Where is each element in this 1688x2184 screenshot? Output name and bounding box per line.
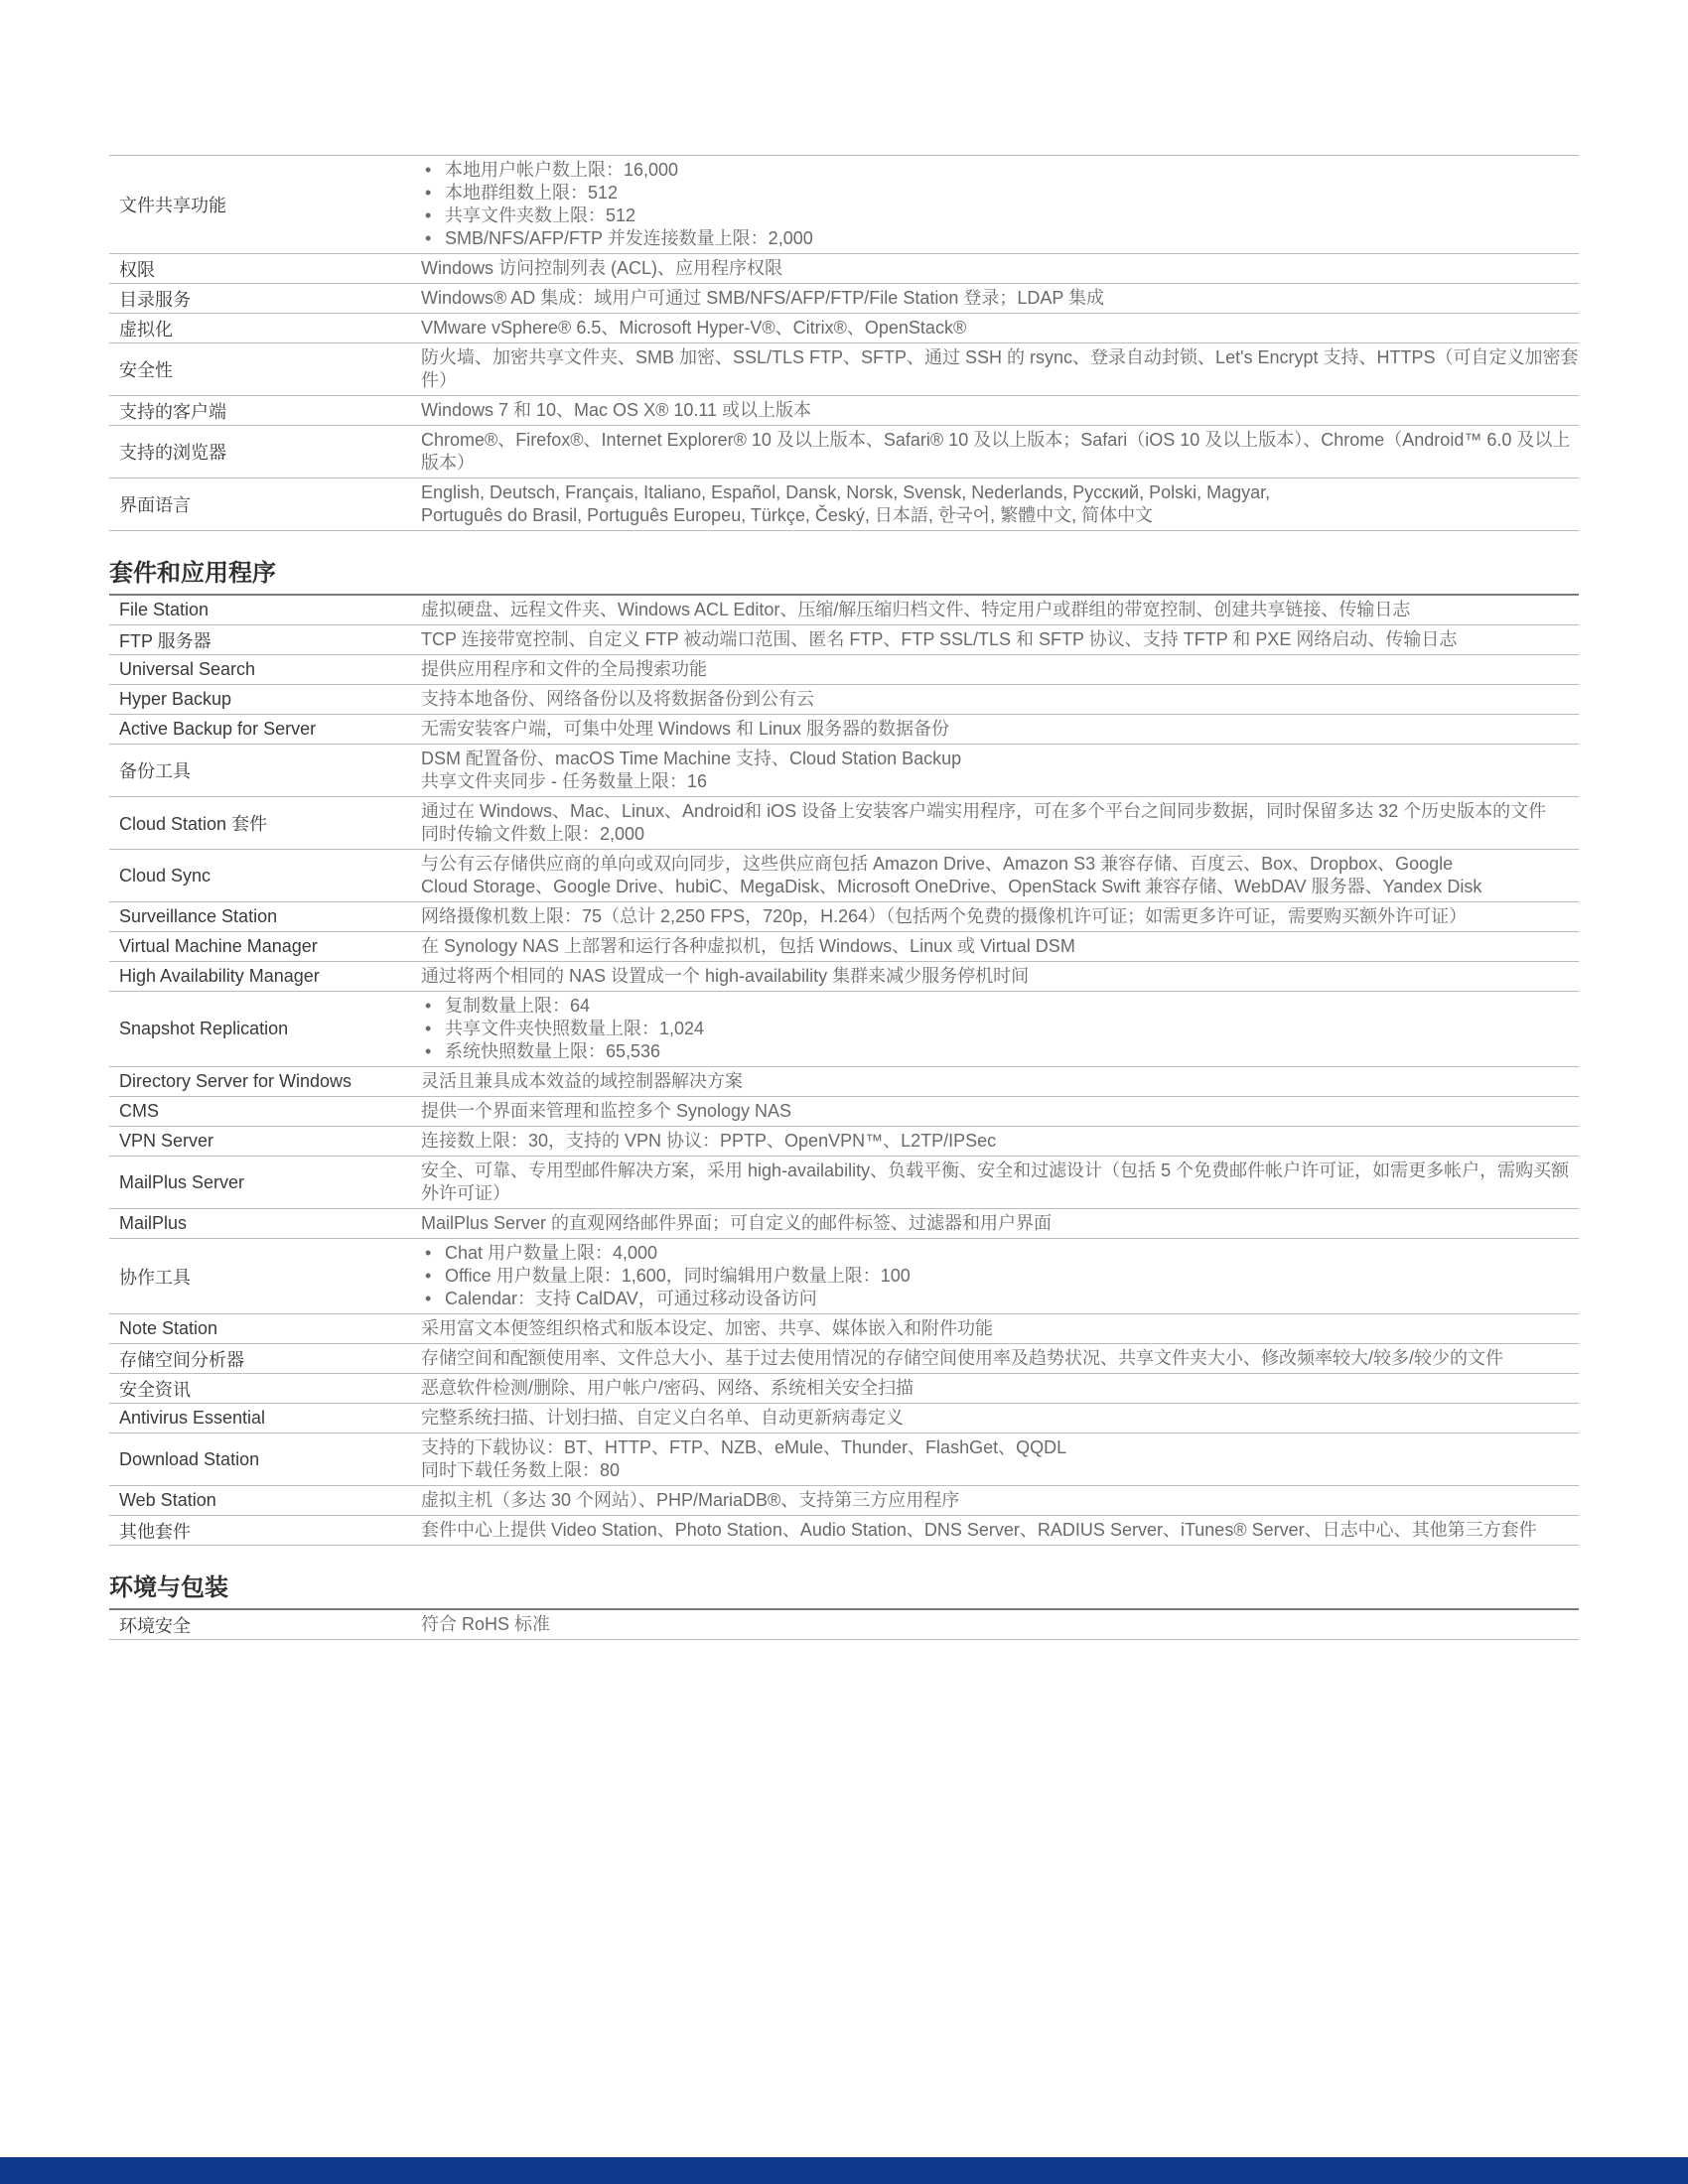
spec-label: CMS — [119, 1101, 159, 1121]
spec-value — [421, 655, 1579, 684]
spec-label: 环境安全 — [119, 1615, 191, 1636]
spec-line: Português do Brasil, Português Europeu, Türkçe, Český, 日本語, 한국어, 繁體中文, 简体中文 — [421, 505, 1154, 525]
spec-label: Antivirus Essential — [119, 1408, 266, 1428]
spec-value — [421, 1344, 1579, 1373]
spec-value — [421, 1209, 1579, 1238]
spec-line: 支持的下载协议：BT、HTTP、FTP、NZB、eMule、Thunder、FlashGet、QQDL — [421, 1437, 1067, 1457]
spec-line: 同时传输文件数上限：2,000 — [421, 824, 645, 844]
spec-label: 安全性 — [119, 360, 173, 380]
spec-label: Virtual Machine Manager — [119, 936, 318, 956]
spec-row — [109, 478, 1579, 531]
spec-line: 无需安装客户端，可集中处理 Windows 和 Linux 服务器的数据备份 — [421, 719, 950, 739]
spec-label: 支持的客户端 — [119, 401, 226, 422]
spec-line: TCP 连接带宽控制、自定义 FTP 被动端口范围、匿名 FTP、FTP SSL/TLS 和 SFTP 协议、支持 TFTP 和 PXE 网络启动、传输日志 — [421, 629, 1458, 649]
spec-line: English, Deutsch, Français, Italiano, Español, Dansk, Norsk, Svensk, Nederlands, Русский, Polski, Magyar, — [421, 482, 1271, 502]
section-title: 环境与包装 — [109, 1546, 1579, 1610]
spec-value — [421, 1610, 1579, 1639]
spec-value — [421, 596, 1579, 624]
spec-row — [109, 1097, 1579, 1127]
spec-line: 与公有云存储供应商的单向或双向同步，这些供应商包括 Amazon Drive、Amazon S3 兼容存储、百度云、Box、Dropbox、Google — [421, 854, 1454, 874]
spec-row — [109, 1067, 1579, 1097]
spec-row — [109, 254, 1579, 284]
spec-bullet: • 系统快照数量上限：65,536 — [421, 1040, 1579, 1063]
spec-value — [421, 992, 1579, 1066]
spec-label: Universal Search — [119, 659, 256, 679]
spec-bullet: • 共享文件夹快照数量上限：1,024 — [421, 1018, 1579, 1040]
spec-row — [109, 343, 1579, 396]
spec-value — [421, 1433, 1579, 1485]
spec-label: Snapshot Replication — [119, 1019, 289, 1038]
spec-line: 完整系统扫描、计划扫描、自定义白名单、自动更新病毒定义 — [421, 1408, 904, 1428]
spec-line: Cloud Storage、Google Drive、hubiC、MegaDisk、Microsoft OneDrive、OpenStack Swift 兼容存储、WebDAV 服务器、Yandex Disk — [421, 877, 1482, 896]
spec-bullet: • 共享文件夹数上限：512 — [421, 205, 1579, 227]
spec-line: Windows 7 和 10、Mac OS X® 10.11 或以上版本 — [421, 400, 812, 420]
spec-value — [421, 1404, 1579, 1433]
spec-row — [109, 685, 1579, 715]
spec-value — [421, 850, 1579, 901]
spec-line: 存储空间和配额使用率、文件总大小、基于过去使用情况的存储空间使用率及趋势状况、共享文件夹大小、修改频率较大/较多/较少的文件 — [421, 1348, 1503, 1368]
spec-line: 提供应用程序和文件的全局搜索功能 — [421, 659, 707, 679]
spec-table — [109, 596, 1579, 1546]
spec-value — [421, 962, 1579, 991]
spec-line: 同时下载任务数上限：80 — [421, 1460, 621, 1480]
spec-value — [421, 1067, 1579, 1096]
spec-label: 备份工具 — [119, 761, 191, 781]
spec-line: Chrome®、Firefox®、Internet Explorer® 10 及以上版本、Safari® 10 及以上版本；Safari（iOS 10 及以上版本）、Chrome（Android™ 6.0 及以上版本） — [421, 430, 1571, 473]
footer-band — [0, 2157, 1688, 2184]
spec-line: 虚拟硬盘、远程文件夹、Windows ACL Editor、压缩/解压缩归档文件、特定用户或群组的带宽控制、创建共享链接、传输日志 — [421, 600, 1411, 619]
spec-row — [109, 1486, 1579, 1516]
spec-row — [109, 1404, 1579, 1433]
spec-value — [421, 1486, 1579, 1515]
spec-row — [109, 1157, 1579, 1209]
spec-label: 存储空间分析器 — [119, 1349, 244, 1370]
spec-row — [109, 715, 1579, 745]
spec-value — [421, 314, 1579, 342]
spec-row — [109, 596, 1579, 625]
spec-label: FTP 服务器 — [119, 630, 211, 651]
spec-line: 支持本地备份、网络备份以及将数据备份到公有云 — [421, 689, 814, 709]
spec-line: VMware vSphere® 6.5、Microsoft Hyper-V®、Citrix®、OpenStack® — [421, 318, 967, 338]
spec-value — [421, 478, 1579, 530]
spec-bullet: • 本地群组数上限：512 — [421, 182, 1579, 205]
spec-value — [421, 254, 1579, 283]
spec-value — [421, 343, 1579, 395]
spec-value — [421, 715, 1579, 744]
spec-row — [109, 1516, 1579, 1546]
spec-row — [109, 1344, 1579, 1374]
spec-document — [109, 155, 1579, 1640]
spec-label: Directory Server for Windows — [119, 1071, 352, 1091]
spec-row — [109, 655, 1579, 685]
spec-label: 文件共享功能 — [119, 196, 226, 215]
spec-line: 符合 RoHS 标准 — [421, 1614, 551, 1634]
spec-table — [109, 155, 1579, 531]
spec-value — [421, 1314, 1579, 1343]
spec-section — [109, 531, 1579, 1546]
spec-row — [109, 850, 1579, 902]
spec-line: Windows® AD 集成：域用户可通过 SMB/NFS/AFP/FTP/File Station 登录；LDAP 集成 — [421, 288, 1105, 308]
spec-row — [109, 745, 1579, 797]
spec-row — [109, 962, 1579, 992]
spec-line: 连接数上限：30，支持的 VPN 协议：PPTP、OpenVPN™、L2TP/IPSec — [421, 1131, 997, 1151]
spec-label: Cloud Station 套件 — [119, 814, 268, 834]
spec-bullet: • SMB/NFS/AFP/FTP 并发连接数量上限：2,000 — [421, 227, 1579, 250]
spec-line: 提供一个界面来管理和监控多个 Synology NAS — [421, 1101, 792, 1121]
spec-row — [109, 1239, 1579, 1314]
spec-label: 其他套件 — [119, 1521, 191, 1542]
spec-value — [421, 1239, 1579, 1313]
spec-label: Active Backup for Server — [119, 719, 317, 739]
spec-line: 通过将两个相同的 NAS 设置成一个 high-availability 集群来减少服务停机时间 — [421, 966, 1030, 986]
spec-line: 套件中心上提供 Video Station、Photo Station、Audio Station、DNS Server、RADIUS Server、iTunes® Server、日志中心、其他第三方套件 — [421, 1520, 1537, 1540]
spec-label: MailPlus — [119, 1213, 188, 1233]
spec-line: 防火墙、加密共享文件夹、SMB 加密、SSL/TLS FTP、SFTP、通过 SSH 的 rsync、登录自动封锁、Let's Encrypt 支持、HTTPS（可自定义加密套件） — [421, 347, 1579, 390]
spec-row — [109, 992, 1579, 1067]
spec-row — [109, 396, 1579, 426]
spec-line: 恶意软件检测/删除、用户帐户/密码、网络、系统相关安全扫描 — [421, 1378, 914, 1398]
spec-label: File Station — [119, 600, 210, 619]
spec-row — [109, 1314, 1579, 1344]
spec-row — [109, 932, 1579, 962]
spec-label: Surveillance Station — [119, 906, 278, 926]
spec-row — [109, 284, 1579, 314]
spec-bullet: • 复制数量上限：64 — [421, 995, 1579, 1018]
spec-line: 安全、可靠、专用型邮件解决方案，采用 high-availability、负载平衡、安全和过滤设计（包括 5 个免费邮件帐户许可证，如需更多帐户，需购买额外许可证） — [421, 1160, 1570, 1203]
spec-label: 协作工具 — [119, 1267, 191, 1288]
spec-value — [421, 1516, 1579, 1545]
spec-label: 权限 — [119, 259, 155, 280]
spec-label: 目录服务 — [119, 289, 191, 310]
spec-value — [421, 932, 1579, 961]
spec-table — [109, 1610, 1579, 1640]
spec-value — [421, 1127, 1579, 1156]
spec-label: Cloud Sync — [119, 865, 211, 886]
spec-label: MailPlus Server — [119, 1171, 245, 1192]
spec-line: 通过在 Windows、Mac、Linux、Android和 iOS 设备上安装客户端实用程序，可在多个平台之间同步数据，同时保留多达 32 个历史版本的文件 — [421, 801, 1547, 821]
spec-line: Windows 访问控制列表 (ACL)、应用程序权限 — [421, 258, 783, 278]
spec-label: VPN Server — [119, 1131, 214, 1151]
spec-row — [109, 314, 1579, 343]
spec-label: Web Station — [119, 1490, 216, 1510]
spec-line: 虚拟主机（多达 30 个网站）、PHP/MariaDB®、支持第三方应用程序 — [421, 1490, 960, 1510]
spec-value — [421, 745, 1579, 796]
spec-value — [421, 625, 1579, 654]
spec-bullet: • Office 用户数量上限：1,600，同时编辑用户数量上限：100 — [421, 1265, 1579, 1288]
spec-label: 界面语言 — [119, 495, 191, 515]
spec-label: 虚拟化 — [119, 319, 173, 340]
spec-row — [109, 625, 1579, 655]
spec-row — [109, 156, 1579, 254]
spec-row — [109, 1610, 1579, 1640]
spec-label: Hyper Backup — [119, 689, 232, 709]
spec-label: High Availability Manager — [119, 966, 320, 986]
spec-line: 在 Synology NAS 上部署和运行各种虚拟机，包括 Windows、Linux 或 Virtual DSM — [421, 936, 1075, 956]
spec-label: Download Station — [119, 1448, 260, 1469]
spec-row — [109, 1127, 1579, 1157]
spec-value — [421, 1374, 1579, 1403]
spec-label: 支持的浏览器 — [119, 443, 226, 463]
spec-value — [421, 426, 1579, 478]
spec-value — [421, 396, 1579, 425]
spec-value — [421, 284, 1579, 313]
spec-row — [109, 1374, 1579, 1404]
spec-line: 灵活且兼具成本效益的域控制器解决方案 — [421, 1071, 743, 1091]
spec-line: MailPlus Server 的直观网络邮件界面；可自定义的邮件标签、过滤器和用户界面 — [421, 1213, 1053, 1233]
spec-value — [421, 902, 1579, 931]
spec-value — [421, 156, 1579, 253]
spec-row — [109, 426, 1579, 478]
spec-row — [109, 902, 1579, 932]
spec-bullet: • Chat 用户数量上限：4,000 — [421, 1242, 1579, 1265]
spec-label: 安全资讯 — [119, 1379, 191, 1400]
section-title: 套件和应用程序 — [109, 531, 1579, 596]
spec-value — [421, 1157, 1579, 1208]
spec-line: 共享文件夹同步 - 任务数量上限：16 — [421, 771, 708, 791]
spec-value — [421, 685, 1579, 714]
spec-line: DSM 配置备份、macOS Time Machine 支持、Cloud Station Backup — [421, 749, 962, 768]
spec-section — [109, 1546, 1579, 1640]
spec-section — [109, 155, 1579, 531]
spec-label: Note Station — [119, 1318, 218, 1338]
spec-value — [421, 797, 1579, 849]
spec-bullet: • 本地用户帐户数上限：16,000 — [421, 159, 1579, 182]
spec-line: 采用富文本便签组织格式和版本设定、加密、共享、媒体嵌入和附件功能 — [421, 1318, 993, 1338]
spec-bullet: • Calendar：支持 CalDAV，可通过移动设备访问 — [421, 1288, 1579, 1310]
spec-row — [109, 797, 1579, 850]
spec-row — [109, 1209, 1579, 1239]
spec-row — [109, 1433, 1579, 1486]
spec-line: 网络摄像机数上限：75（总计 2,250 FPS，720p，H.264）（包括两个免费的摄像机许可证；如需更多许可证，需要购买额外许可证） — [421, 906, 1468, 926]
spec-value — [421, 1097, 1579, 1126]
